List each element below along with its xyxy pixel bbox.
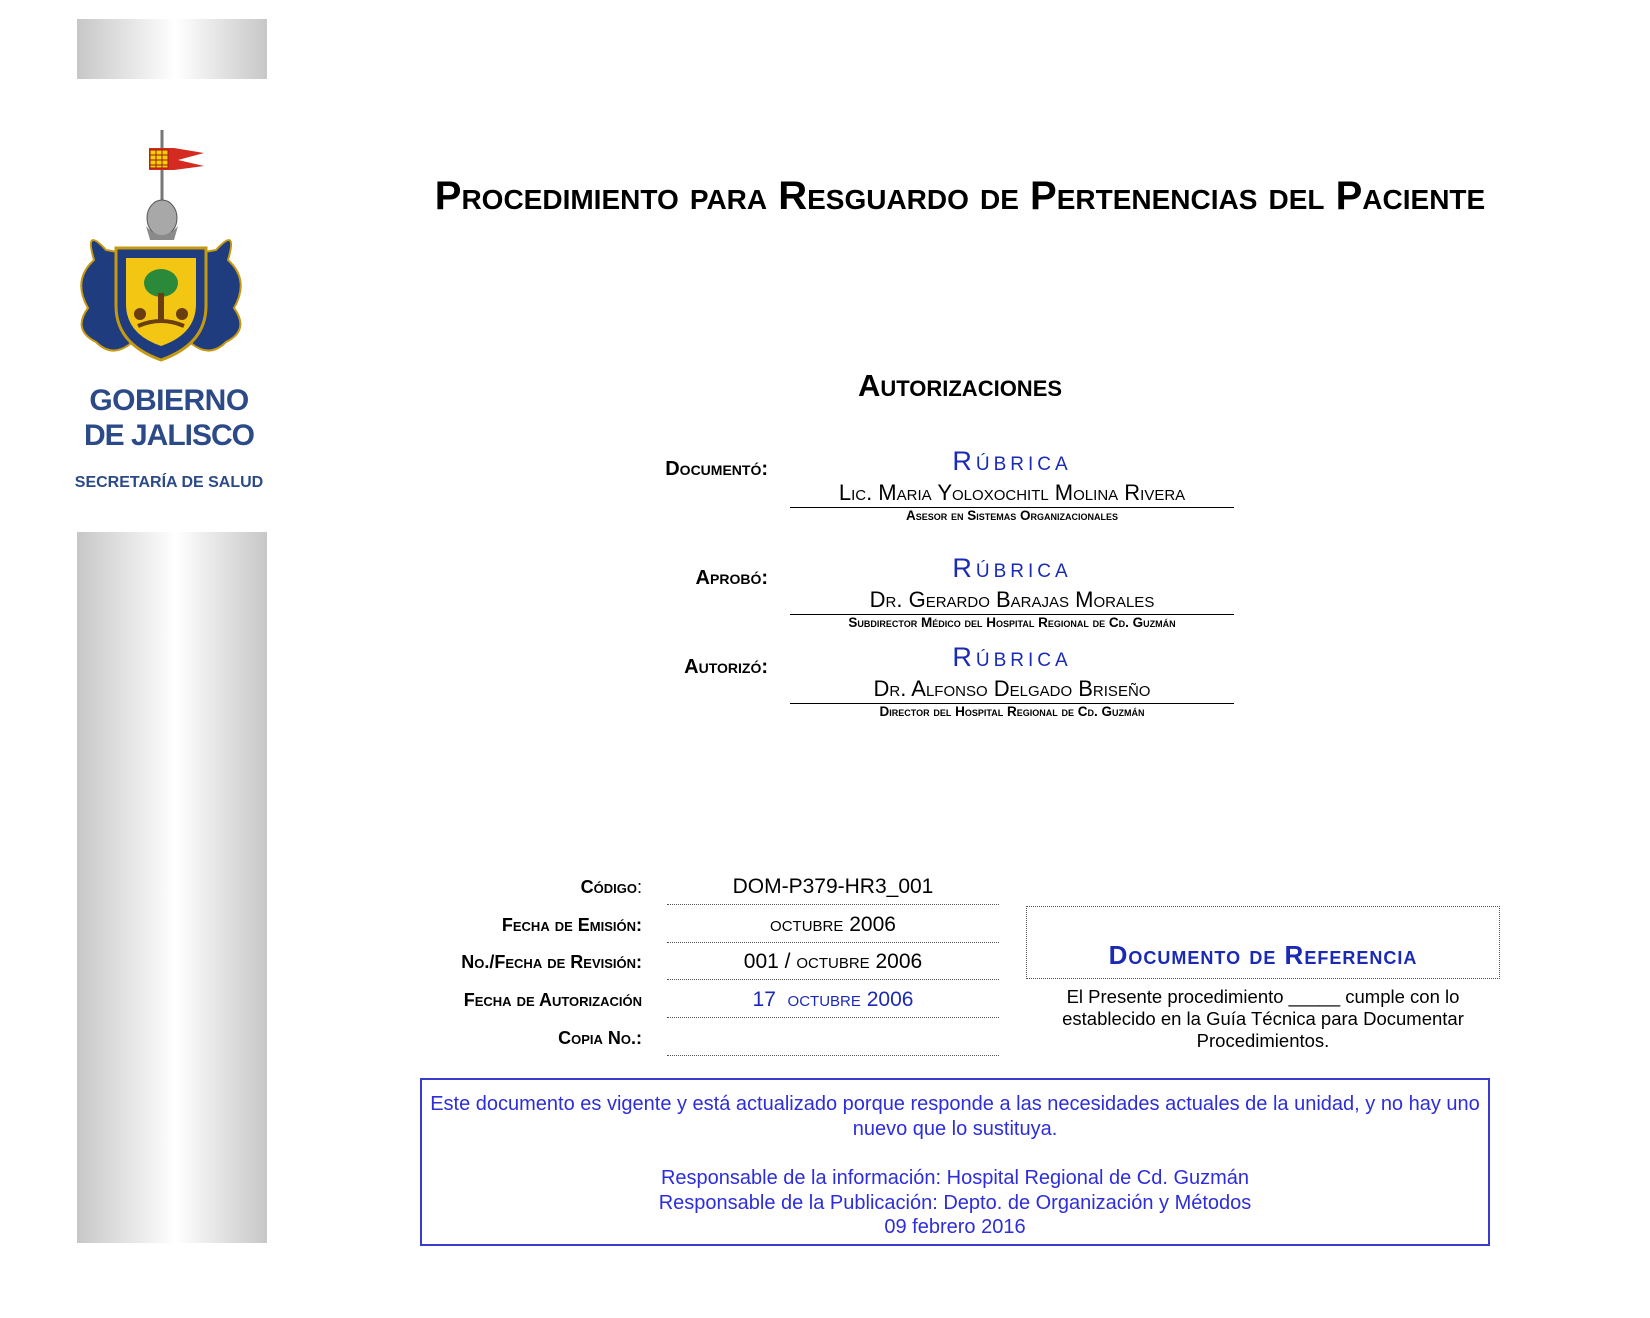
- signature-role-documento: Asesor en Sistemas Organizacionales: [905, 508, 1119, 523]
- signature-label-documento: Documentó:: [665, 458, 768, 480]
- info-divider: [667, 904, 999, 905]
- secretaria-label: SECRETARÍA DE SALUD: [74, 474, 264, 491]
- revision-value: 001 / octubre 2006: [743, 950, 923, 973]
- reference-box: [1026, 906, 1500, 979]
- info-divider: [667, 1017, 999, 1018]
- fecha-emision-label: Fecha de Emisión:: [501, 915, 642, 935]
- notice-info-responsible: Responsable de la información: Hospital Regional de Cd. Guzmán: [660, 1167, 1250, 1189]
- signature-label-autorizo: Autorizó:: [684, 656, 768, 678]
- fecha-autorizacion-value: 17 octubre 2006: [752, 988, 914, 1011]
- signature-label-aprobo: Aprobó:: [695, 567, 768, 589]
- revision-label: No./Fecha de Revisión:: [461, 952, 642, 972]
- signature-role-autorizo: Director del Hospital Regional de Cd. Guzmán: [879, 704, 1145, 719]
- notice-publication-responsible: Responsable de la Publicación: Depto. de Organización y Métodos: [658, 1191, 1252, 1214]
- page-title: Procedimiento para Resguardo de Pertenencias del Paciente: [434, 174, 1486, 218]
- signature-name-autorizo: Dr. Alfonso Delgado Briseño: [790, 676, 1234, 704]
- fecha-emision-value: octubre 2006: [770, 913, 896, 936]
- reference-title: Documento de Referencia: [1108, 940, 1418, 970]
- sidebar-gradient-bottom: [77, 532, 267, 1243]
- government-name-line2: DE JALISCO: [83, 419, 255, 452]
- sidebar-gradient-top: [77, 19, 267, 79]
- signature-rubrica-autorizo: Rúbrica: [952, 642, 1072, 672]
- government-name-line1: GOBIERNO: [89, 384, 249, 417]
- signature-rubrica-aprobo: Rúbrica: [952, 553, 1072, 583]
- signature-rubrica-documento: Rúbrica: [952, 446, 1072, 476]
- notice-validity-text: Este documento es vigente y está actualizado porque responde a las necesidades actuales de la unidad, y no hay uno nuevo que lo sustituya.: [430, 1093, 1480, 1140]
- codigo-value: DOM-P379-HR3_001: [732, 875, 934, 898]
- fecha-autorizacion-label: Fecha de Autorización: [463, 990, 642, 1010]
- signature-role-aprobo: Subdirector Médico del Hospital Regional de Cd. Guzmán: [848, 615, 1176, 630]
- validity-notice-box: [420, 1078, 1490, 1246]
- signature-name-aprobo: Dr. Gerardo Barajas Morales: [790, 587, 1234, 615]
- reference-text: El Presente procedimiento _____ cumple con lo establecido en la Guía Técnica para Documentar Procedimientos.: [1062, 986, 1464, 1051]
- info-divider: [667, 979, 999, 980]
- jalisco-coat-of-arms-logo: [66, 130, 256, 375]
- info-divider: [667, 1055, 999, 1056]
- authorizations-heading: Autorizaciones: [857, 368, 1063, 403]
- copia-label: Copia No.:: [558, 1028, 642, 1048]
- codigo-label: Código:: [580, 877, 642, 897]
- info-divider: [667, 942, 999, 943]
- notice-date: 09 febrero 2016: [884, 1216, 1026, 1238]
- signature-name-documento: Lic. Maria Yoloxochitl Molina Rivera: [790, 480, 1234, 508]
